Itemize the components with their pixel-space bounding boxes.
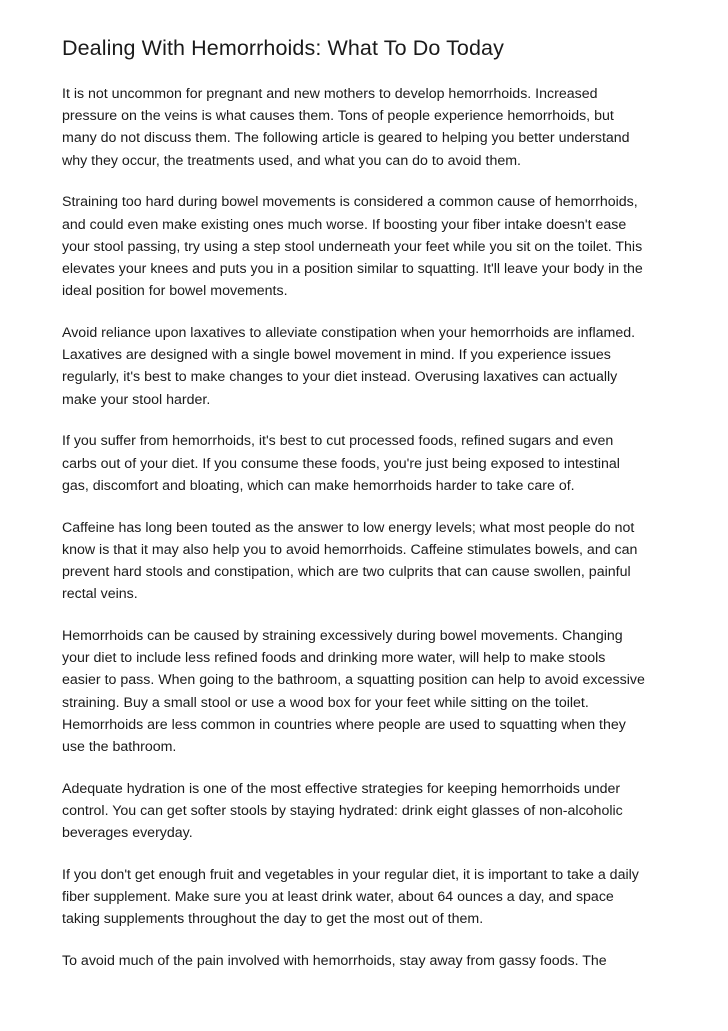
text-line: pressure on the veins is what causes them. Tons of people experience hemorrhoids, but	[62, 108, 614, 125]
paragraph-6	[62, 625, 674, 758]
text-line: Hemorrhoids can be caused by straining excessively during bowel movements. Changing	[62, 628, 623, 645]
text-line: know is that it may also help you to avoid hemorrhoids. Caffeine stimulates bowels, and can	[62, 541, 638, 558]
text-line: rectal veins.	[62, 586, 138, 603]
paragraph-9	[62, 950, 674, 972]
text-line: beverages everyday.	[62, 825, 193, 842]
text-line: use the bathroom.	[62, 739, 177, 756]
paragraph-8	[62, 864, 674, 931]
text-line: fiber supplement. Make sure you at least drink water, about 64 ounces a day, and space	[62, 889, 614, 906]
text-line: taking supplements throughout the day to get the most out of them.	[62, 911, 484, 928]
text-line: gas, discomfort and bloating, which can make hemorrhoids harder to take care of.	[62, 477, 575, 494]
text-line: many do not discuss them. The following article is geared to helping you better understand	[62, 130, 630, 147]
text-line: Hemorrhoids are less common in countries where people are used to squatting when they	[62, 716, 626, 733]
text-line: Caffeine has long been touted as the answer to low energy levels; what most people do not	[62, 519, 635, 536]
text-line: prevent hard stools and constipation, which are two culprits that can cause swollen, painful	[62, 564, 631, 581]
text-line: your stool passing, try using a step stool underneath your feet while you sit on the toilet. This	[62, 238, 643, 255]
text-line: make your stool harder.	[62, 391, 211, 408]
text-line: control. You can get softer stools by staying hydrated: drink eight glasses of non-alcoholic	[62, 803, 623, 820]
paragraph-5	[62, 517, 674, 606]
paragraph-2	[62, 191, 674, 302]
text-line: If you don't get enough fruit and vegetables in your regular diet, it is important to take a daily	[62, 867, 639, 884]
paragraph-7	[62, 778, 674, 845]
text-line: Avoid reliance upon laxatives to alleviate constipation when your hemorrhoids are inflamed.	[62, 325, 636, 342]
text-line: Adequate hydration is one of the most effective strategies for keeping hemorrhoids under	[62, 780, 621, 797]
text-line: elevates your knees and puts you in a position similar to squatting. It'll leave your body in the	[62, 261, 643, 278]
text-line: To avoid much of the pain involved with hemorrhoids, stay away from gassy foods. The	[62, 953, 607, 970]
text-line: why they occur, the treatments used, and what you can do to avoid them.	[62, 152, 521, 169]
text-line: If you suffer from hemorrhoids, it's best to cut processed foods, refined sugars and even	[62, 433, 614, 450]
text-line: straining. Buy a small stool or use a wood box for your feet while sitting on the toilet.	[62, 694, 589, 711]
text-line: carbs out of your diet. If you consume these foods, you're just being exposed to intestinal	[62, 455, 620, 472]
text-line: regularly, it's best to make changes to your diet instead. Overusing laxatives can actually	[62, 369, 618, 386]
text-line: your diet to include less refined foods and drinking more water, will help to make stools	[62, 650, 606, 667]
paragraph-4	[62, 430, 674, 497]
text-line: Laxatives are designed with a single bowel movement in mind. If you experience issues	[62, 347, 611, 364]
text-line: Straining too hard during bowel movements is considered a common cause of hemorrhoids,	[62, 194, 638, 211]
paragraph-1	[62, 83, 674, 172]
paragraph-3	[62, 322, 674, 411]
document-page	[62, 34, 674, 992]
page-title: Dealing With Hemorrhoids: What To Do Today	[62, 36, 504, 60]
text-line: ideal position for bowel movements.	[62, 283, 288, 300]
text-line: It is not uncommon for pregnant and new mothers to develop hemorrhoids. Increased	[62, 86, 598, 102]
text-line: easier to pass. When going to the bathroom, a squatting position can help to avoid excessive	[62, 672, 645, 689]
text-line: and could even make existing ones much worse. If boosting your fiber intake doesn't ease	[62, 216, 627, 233]
